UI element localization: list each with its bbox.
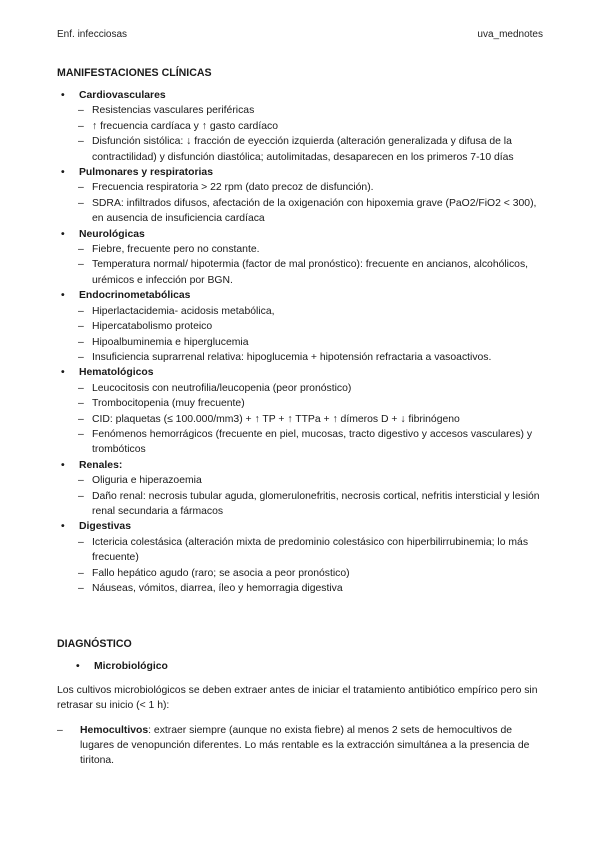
category-label: Digestivas xyxy=(79,521,131,533)
dash-icon: – xyxy=(78,428,84,440)
category-heading xyxy=(57,227,547,242)
dash-icon: – xyxy=(78,490,84,502)
list-item-text: CID: plaquetas (≤ 100.000/mm3) + ↑ TP + ↑ TTPa + ↑ dímeros D + ↓ fibrinógeno xyxy=(92,413,460,425)
category-heading xyxy=(57,458,547,473)
page-content xyxy=(57,66,547,769)
hemocultivos-item xyxy=(57,723,547,769)
list-item-text: Fiebre, frecuente pero no constante. xyxy=(92,244,260,256)
dash-icon: – xyxy=(78,120,84,132)
category-label: Endocrinometabólicas xyxy=(79,290,191,302)
bullet-icon: • xyxy=(61,90,65,101)
hemocultivos-label: Hemocultivos xyxy=(80,724,149,736)
dash-icon: – xyxy=(78,536,84,548)
header-course-title: Enf. infecciosas xyxy=(57,29,128,40)
list-item-text: Leucocitosis con neutrofilia/leucopenia (peor pronóstico) xyxy=(92,382,352,394)
header-author: uva_mednotes xyxy=(477,29,543,40)
dash-icon: – xyxy=(78,475,84,487)
dash-icon: – xyxy=(78,583,84,594)
dash-icon: – xyxy=(57,724,63,736)
list-item xyxy=(57,304,547,319)
list-item xyxy=(57,103,547,118)
category-heading xyxy=(57,88,547,103)
category-list xyxy=(57,88,547,596)
list-item-text: Ictericia colestásica (alteración mixta de predominio colestásico con hiperbilirrubinemia; lo más frecuente) xyxy=(92,536,529,564)
bullet-icon: • xyxy=(76,661,80,673)
dash-icon: – xyxy=(78,182,84,194)
subsection-microbiologico xyxy=(57,659,547,674)
subsection-label: Microbiológico xyxy=(94,661,168,673)
dash-icon: – xyxy=(78,321,84,333)
section-title-diagnostico: DIAGNÓSTICO xyxy=(57,638,132,651)
category-items xyxy=(57,473,547,519)
list-item xyxy=(57,180,547,195)
category-items xyxy=(57,180,547,226)
list-item-text: Frecuencia respiratoria > 22 rpm (dato precoz de disfunción). xyxy=(92,182,374,194)
list-item xyxy=(57,535,547,566)
list-item xyxy=(57,489,547,520)
category-label: Cardiovasculares xyxy=(79,90,166,101)
dash-icon: – xyxy=(78,259,84,271)
list-item-text: Náuseas, vómitos, diarrea, íleo y hemorragia digestiva xyxy=(92,583,343,594)
list-item-text: Temperatura normal/ hipotermia (factor de mal pronóstico): frecuente en ancianos, alcohólicos, urémicos e infección por BGN. xyxy=(92,259,529,286)
list-item xyxy=(57,134,547,165)
dash-icon: – xyxy=(78,413,84,425)
category-label: Pulmonares y respiratorias xyxy=(79,167,213,179)
dash-icon: – xyxy=(78,567,84,579)
list-item xyxy=(57,473,547,488)
category-items xyxy=(57,103,547,165)
dash-icon: – xyxy=(78,305,84,317)
list-item-text: Trombocitopenia (muy frecuente) xyxy=(92,398,245,410)
dash-icon: – xyxy=(78,197,84,209)
category-label: Renales: xyxy=(79,459,123,471)
section-title-manifestaciones: MANIFESTACIONES CLÍNICAS xyxy=(57,67,212,79)
category-label: Hematológicos xyxy=(79,367,154,379)
category-heading xyxy=(57,288,547,303)
list-item-text: Resistencias vasculares periféricas xyxy=(92,105,255,117)
bullet-icon: • xyxy=(61,290,65,302)
dash-icon: – xyxy=(78,336,84,348)
category-heading xyxy=(57,365,547,380)
list-item xyxy=(57,335,547,350)
category-label: Neurológicas xyxy=(79,228,145,240)
dash-icon: – xyxy=(78,382,84,394)
list-item-text: Fenómenos hemorrágicos (frecuente en piel, mucosas, tracto digestivo y accesos vasculares) y trombóticos xyxy=(92,428,533,456)
list-item xyxy=(57,581,547,596)
bullet-icon: • xyxy=(61,167,65,179)
list-item-text: Hipercatabolismo proteico xyxy=(92,321,213,333)
bullet-icon: • xyxy=(61,367,65,379)
bullet-icon: • xyxy=(61,459,65,471)
list-item-text: Fallo hepático agudo (raro; se asocia a peor pronóstico) xyxy=(92,567,350,579)
list-item-text: Disfunción sistólica: ↓ fracción de eyección izquierda (alteración generalizada y difusa de la contractilidad) y disfunción diastólica; autolimitadas, desaparecen en los primeros 7-10 días xyxy=(92,136,514,163)
list-item xyxy=(57,350,547,365)
list-item-text: Daño renal: necrosis tubular aguda, glomerulonefritis, necrosis cortical, nefritis intersticial y lesión renal secundaria a fármacos xyxy=(92,490,540,517)
dash-icon: – xyxy=(78,351,84,363)
category-items xyxy=(57,535,547,597)
list-item xyxy=(57,427,547,458)
list-item xyxy=(57,196,547,227)
list-item xyxy=(57,319,547,334)
list-item xyxy=(57,242,547,257)
bullet-icon: • xyxy=(61,228,65,240)
list-item-text: ↑ frecuencia cardíaca y ↑ gasto cardíaco xyxy=(92,120,278,132)
list-item xyxy=(57,119,547,134)
hemocultivos-text: : extraer siempre (aunque no exista fiebre) al menos 2 sets de hemocultivos de lugares de venopunción diferentes. Lo más rentable es la extracción simultánea a la presencia de tiritona. xyxy=(80,724,530,767)
category-heading xyxy=(57,519,547,534)
dash-icon: – xyxy=(78,398,84,410)
cultivos-paragraph: Los cultivos microbiológicos se deben extraer antes de iniciar el tratamiento antibiótico empírico pero sin retrasar su inicio (< 1 h): xyxy=(57,684,538,712)
category-items xyxy=(57,381,547,458)
dash-icon: – xyxy=(78,244,84,256)
list-item xyxy=(57,412,547,427)
list-item xyxy=(57,396,547,411)
list-item xyxy=(57,566,547,581)
bullet-icon: • xyxy=(61,521,65,533)
dash-icon: – xyxy=(78,136,84,148)
list-item-text: SDRA: infiltrados difusos, afectación de la oxigenación con hipoxemia grave (PaO2/FiO2 < 300), en ausencia de insuficiencia cardíaca xyxy=(92,197,537,225)
dash-icon: – xyxy=(78,105,84,117)
list-item-text: Insuficiencia suprarrenal relativa: hipoglucemia + hipotensión refractaria a vasoactivos. xyxy=(92,351,492,363)
list-item-text: Oliguria e hiperazoemia xyxy=(92,475,202,487)
list-item xyxy=(57,257,547,288)
list-item-text: Hipoalbuminemia e hiperglucemia xyxy=(92,336,249,348)
category-items xyxy=(57,304,547,366)
category-heading xyxy=(57,165,547,180)
category-items xyxy=(57,242,547,288)
list-item xyxy=(57,381,547,396)
list-item-text: Hiperlactacidemia- acidosis metabólica, xyxy=(92,305,275,317)
